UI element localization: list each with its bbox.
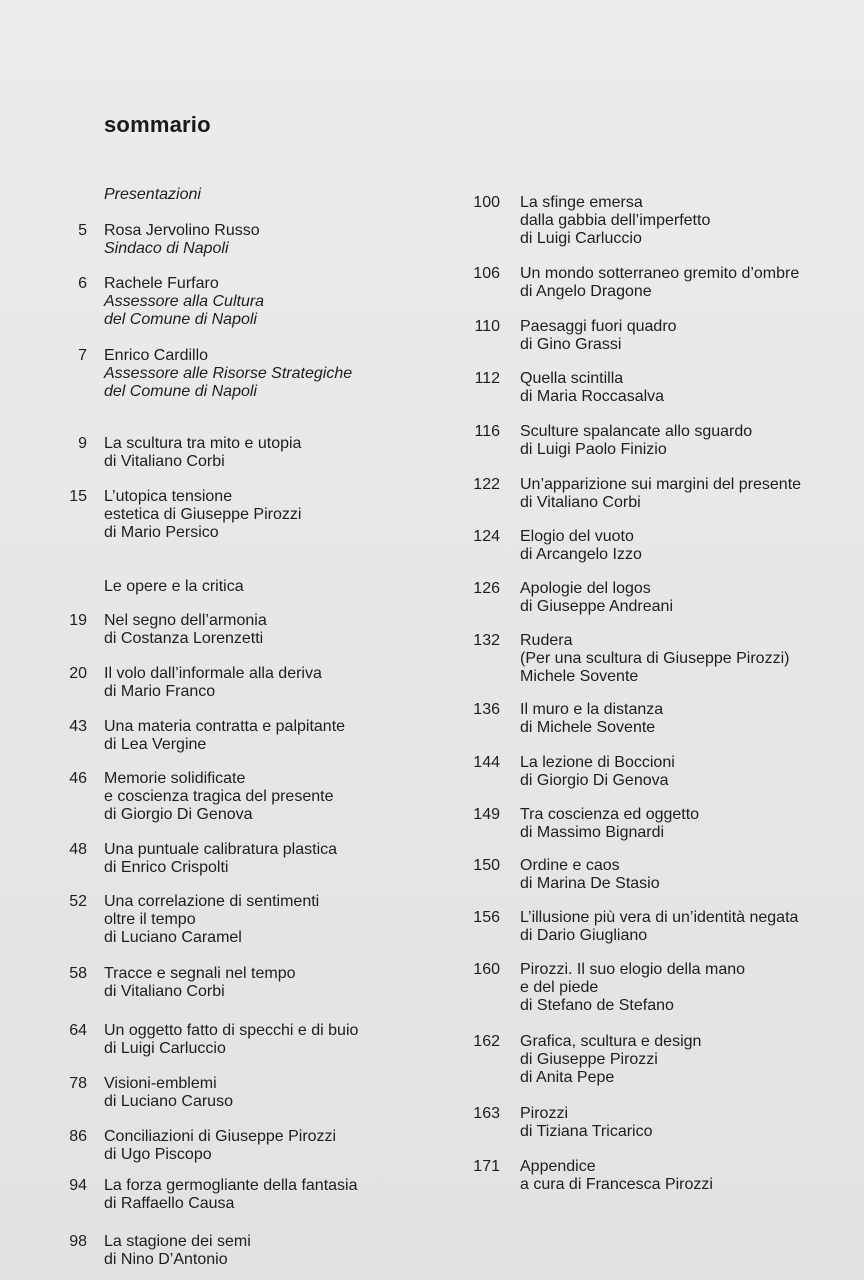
page-number: 162 (473, 1033, 500, 1050)
page-number: 110 (474, 318, 500, 335)
entry-role-line: del Comune di Napoli (104, 311, 257, 328)
page-number: 122 (473, 476, 500, 493)
page-number: 149 (473, 806, 500, 823)
entry-line: di Giorgio Di Genova (520, 772, 669, 789)
entry-line: Memorie solidificate (104, 770, 246, 787)
entry-text (520, 701, 663, 737)
page-number: 46 (69, 770, 87, 787)
entry-line: Tracce e segnali nel tempo (104, 965, 296, 982)
entry-text (104, 1177, 358, 1213)
page-number: 64 (69, 1022, 87, 1039)
page-number: 160 (473, 961, 500, 978)
entry-text (104, 841, 337, 877)
entry-role-line: Assessore alla Cultura (104, 293, 265, 310)
page-number: 7 (78, 347, 87, 364)
entry-line: di Costanza Lorenzetti (104, 630, 264, 647)
page-number: 9 (78, 435, 87, 452)
entry-line: di Ugo Piscopo (104, 1146, 212, 1163)
entry-line: Apologie del logos (520, 580, 651, 597)
entry-line: di Gino Grassi (520, 336, 622, 353)
entry-line: di Luigi Carluccio (104, 1040, 226, 1057)
entry-line: di Angelo Dragone (520, 283, 652, 300)
entry-line: di Giuseppe Andreani (520, 598, 673, 615)
entry-line: Il volo dall’informale alla deriva (104, 665, 322, 682)
entry-line: di Marina De Stasio (520, 875, 660, 892)
entry-line: Una materia contratta e palpitante (104, 718, 346, 735)
entry-text (520, 754, 675, 790)
page-number: 48 (69, 841, 87, 858)
entry-line: Una puntuale calibratura plastica (104, 841, 338, 858)
entry-line: di Maria Roccasalva (520, 388, 665, 405)
entry-line: di Mario Persico (104, 524, 219, 541)
entry-line: Appendice (520, 1158, 596, 1175)
entry-line: Un mondo sotterraneo gremito d’ombre (520, 265, 800, 282)
entry-line: Paesaggi fuori quadro (520, 318, 677, 335)
entry-text (104, 1022, 358, 1058)
entry-line: di Giuseppe Pirozzi (520, 1051, 658, 1068)
entry-line: Sculture spalancate allo sguardo (520, 423, 753, 440)
entry-line: Un oggetto fatto di specchi e di buio (104, 1022, 359, 1039)
page-number: 20 (69, 665, 87, 682)
page-number: 136 (473, 701, 500, 718)
page-number: 5 (78, 222, 87, 239)
entry-line: di Luciano Caruso (104, 1093, 233, 1110)
entry-line: Enrico Cardillo (104, 347, 209, 364)
entry-text (520, 528, 642, 564)
entry-line: Rudera (520, 632, 573, 649)
entry-line: di Luigi Paolo Finizio (520, 441, 667, 458)
entry-text (104, 1075, 233, 1111)
entry-text (104, 1233, 251, 1269)
page-number: 150 (473, 857, 500, 874)
entry-line: La sfinge emersa (520, 194, 643, 211)
entry-text (104, 347, 352, 401)
entry-line: Rachele Furfaro (104, 275, 219, 292)
entry-line: Nel segno dell’armonia (104, 612, 267, 629)
entry-text (104, 718, 345, 754)
page-number: 94 (69, 1177, 87, 1194)
page-number: 6 (78, 275, 87, 292)
page-title: sommario (104, 112, 211, 137)
entry-line: Visioni-emblemi (104, 1075, 217, 1092)
entry-line: Una correlazione di sentimenti (104, 893, 320, 910)
entry-line: L’utopica tensione (104, 488, 233, 505)
page-number: 43 (69, 718, 87, 735)
entry-line: di Arcangelo Izzo (520, 546, 642, 563)
entry-text (104, 893, 319, 947)
page-number: 78 (69, 1075, 87, 1092)
entry-line: oltre il tempo (104, 911, 196, 928)
page-number: 144 (473, 754, 500, 771)
entry-line: di Giorgio Di Genova (104, 806, 253, 823)
page-number: 52 (69, 893, 87, 910)
entry-line: di Vitaliano Corbi (104, 453, 225, 470)
entry-role-line: Assessore alle Risorse Strategiche (104, 365, 353, 382)
page-number: 126 (473, 580, 500, 597)
entry-line: di Mario Franco (104, 683, 216, 700)
entry-role-line: Sindaco di Napoli (104, 240, 229, 257)
entry-line: Quella scintilla (520, 370, 624, 387)
entry-line: di Vitaliano Corbi (104, 983, 225, 1000)
entry-line: dalla gabbia dell’imperfetto (520, 212, 711, 229)
entry-line: L’illusione più vera di un’identità negata (520, 909, 799, 926)
entry-line: di Dario Giugliano (520, 927, 648, 944)
entry-line: Pirozzi (520, 1105, 569, 1122)
page-number: 100 (473, 194, 500, 211)
entry-line: estetica di Giuseppe Pirozzi (104, 506, 302, 523)
entry-text (520, 1158, 713, 1194)
page-number: 163 (473, 1105, 500, 1122)
entry-text (520, 1033, 701, 1087)
page-number: 106 (473, 265, 500, 282)
entry-role-line: del Comune di Napoli (104, 383, 257, 400)
entry-line: di Stefano de Stefano (520, 997, 674, 1014)
entry-text (104, 612, 267, 648)
page-number: 15 (69, 488, 87, 505)
entry-line: Michele Sovente (520, 668, 639, 685)
section-heading-presentazioni: Presentazioni (104, 186, 201, 203)
entry-line: Grafica, scultura e design (520, 1033, 702, 1050)
entry-text (104, 965, 296, 1001)
entry-line: e del piede (520, 979, 599, 996)
page-number: 19 (69, 612, 87, 629)
entry-line: La scultura tra mito e utopia (104, 435, 302, 452)
entry-line: di Michele Sovente (520, 719, 656, 736)
page-number: 156 (473, 909, 500, 926)
entry-text (520, 476, 801, 512)
entry-line: La stagione dei semi (104, 1233, 251, 1250)
entry-line: di Lea Vergine (104, 736, 207, 753)
entry-line: La lezione di Boccioni (520, 754, 675, 771)
entry-line: Ordine e caos (520, 857, 620, 874)
entry-text (520, 580, 673, 616)
page-number: 112 (474, 370, 500, 387)
entry-line: Il muro e la distanza (520, 701, 664, 718)
entry-text (520, 632, 789, 686)
page-number: 86 (69, 1128, 87, 1145)
entry-line: di Raffaello Causa (104, 1195, 235, 1212)
entry-text (104, 1128, 336, 1164)
entry-text (520, 318, 677, 354)
entry-line: Pirozzi. Il suo elogio della mano (520, 961, 746, 978)
page-number: 132 (473, 632, 500, 649)
entry-line: di Anita Pepe (520, 1069, 615, 1086)
page-number: 171 (473, 1158, 500, 1175)
entry-line: Tra coscienza ed oggetto (520, 806, 700, 823)
entry-text (104, 488, 301, 542)
page-number: 98 (69, 1233, 87, 1250)
page-number: 124 (473, 528, 500, 545)
entry-line: Rosa Jervolino Russo (104, 222, 260, 239)
entry-line: (Per una scultura di Giuseppe Pirozzi) (520, 650, 790, 667)
entry-line: di Luigi Carluccio (520, 230, 642, 247)
entry-line: e coscienza tragica del presente (104, 788, 334, 805)
entry-line: di Massimo Bignardi (520, 824, 665, 841)
entry-text (520, 857, 660, 893)
entry-text (104, 222, 260, 258)
entry-text (104, 275, 264, 329)
entry-line: a cura di Francesca Pirozzi (520, 1176, 713, 1193)
entry-text (520, 370, 664, 406)
page-number: 58 (69, 965, 87, 982)
entry-text (520, 961, 745, 1015)
entry-line: La forza germogliante della fantasia (104, 1177, 358, 1194)
entry-line: di Tiziana Tricarico (520, 1123, 653, 1140)
entry-line: di Luciano Caramel (104, 929, 242, 946)
entry-text (520, 806, 699, 842)
page-number: 116 (474, 423, 500, 440)
entry-text (104, 435, 301, 471)
entry-line: di Vitaliano Corbi (520, 494, 641, 511)
entry-line: Conciliazioni di Giuseppe Pirozzi (104, 1128, 337, 1145)
entry-line: di Enrico Crispolti (104, 859, 229, 876)
section-heading-opere-critica: Le opere e la critica (104, 578, 244, 595)
entry-text (520, 423, 752, 459)
entry-text (520, 909, 798, 945)
entry-text (520, 265, 799, 301)
entry-line: Un’apparizione sui margini del presente (520, 476, 802, 493)
entry-text (520, 194, 710, 248)
entry-line: Elogio del vuoto (520, 528, 634, 545)
entry-text (520, 1105, 653, 1141)
entry-line: di Nino D’Antonio (104, 1251, 228, 1268)
entry-text (104, 665, 322, 701)
entry-text (104, 770, 333, 824)
